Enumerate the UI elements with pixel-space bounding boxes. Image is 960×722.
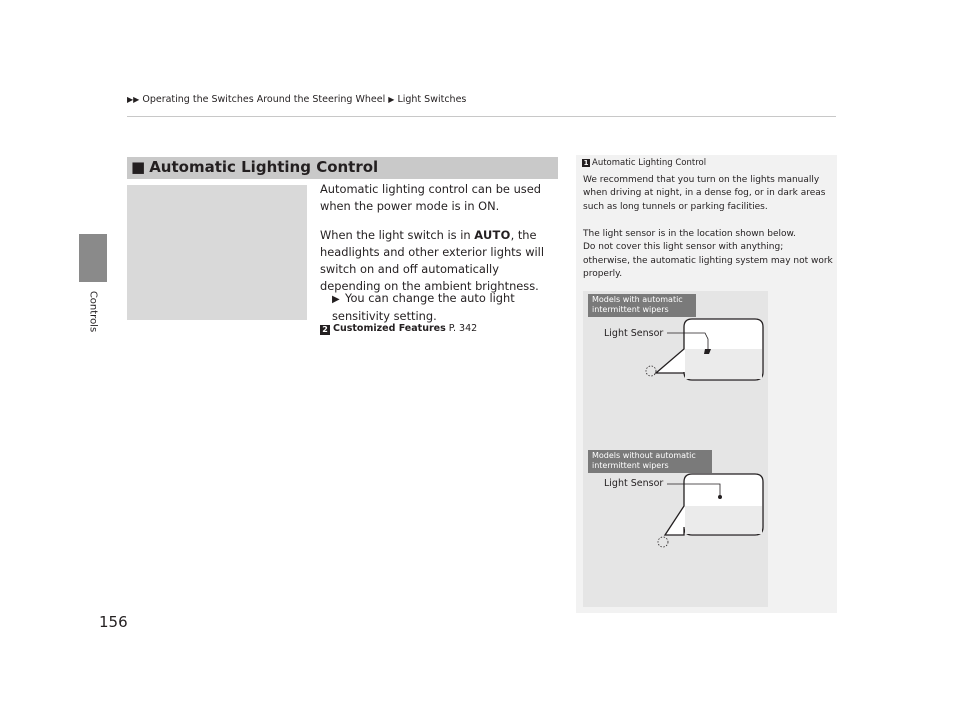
model-tag: Models with automatic intermittent wipers [588,294,696,317]
breadcrumb-item[interactable]: Operating the Switches Around the Steering Wheel [142,94,386,105]
cross-reference-link[interactable] [320,323,477,335]
sensor-callout-1 [646,319,763,380]
illustration-placeholder [127,185,307,320]
sensor-callout-2 [658,474,763,547]
light-sensor-label: Light Sensor [604,328,664,339]
body-text: When the light switch is in [320,228,475,242]
section-heading [131,158,378,176]
light-sensor-label: Light Sensor [604,478,664,489]
cross-reference-page: P. 342 [445,323,478,334]
breadcrumb-arrow-icon: ▶▶ [127,95,140,104]
sidebar-title [582,158,706,168]
note [332,290,562,325]
breadcrumb-item[interactable]: Light Switches [397,94,467,105]
note-text: You can change the auto light sensitivity setting. [332,291,515,323]
page-number: 156 [99,613,128,631]
header-divider [127,116,836,117]
breadcrumb-arrow-icon: ▶ [388,95,395,104]
chapter-label: Controls [87,290,99,333]
body-text: , the headlights and other exterior lights will switch on and off automatically depending on the ambient brightness. [320,228,545,293]
heading-square-icon: ■ [131,158,146,176]
switch-position-label: AUTO [474,228,511,242]
sensor-location-marker [646,366,656,376]
windshield-area [685,506,762,534]
light-sensor-icon [718,495,722,499]
sidebar-paragraph: We recommend that you turn on the lights manually when driving at night, in a dense fog, or in dark areas such as long tunnels or parking facilities. [583,175,826,212]
windshield-area [685,349,762,379]
sidebar-text-line: The light sensor is in the location shown below. [583,229,796,239]
body-paragraph: Automatic lighting control can be used when the power mode is in ON. [320,182,541,213]
sidebar-title-text: Automatic Lighting Control [592,158,707,168]
sensor-location-marker [658,537,668,547]
reference-icon: 2 [320,325,330,335]
model-tag: Models without automatic intermittent wipers [588,450,712,473]
cross-reference-label[interactable]: Customized Features [333,323,446,334]
reference-icon: 1 [583,159,589,167]
body-paragraph [320,227,560,295]
section-heading-text: Automatic Lighting Control [149,158,379,176]
note-arrow-icon: ▶ [332,294,340,305]
sidebar-paragraph [583,228,833,282]
breadcrumb [127,94,466,105]
chapter-tab [79,234,107,282]
sidebar-text-line: Do not cover this light sensor with anything; otherwise, the automatic lighting system may not work properly. [583,242,833,280]
